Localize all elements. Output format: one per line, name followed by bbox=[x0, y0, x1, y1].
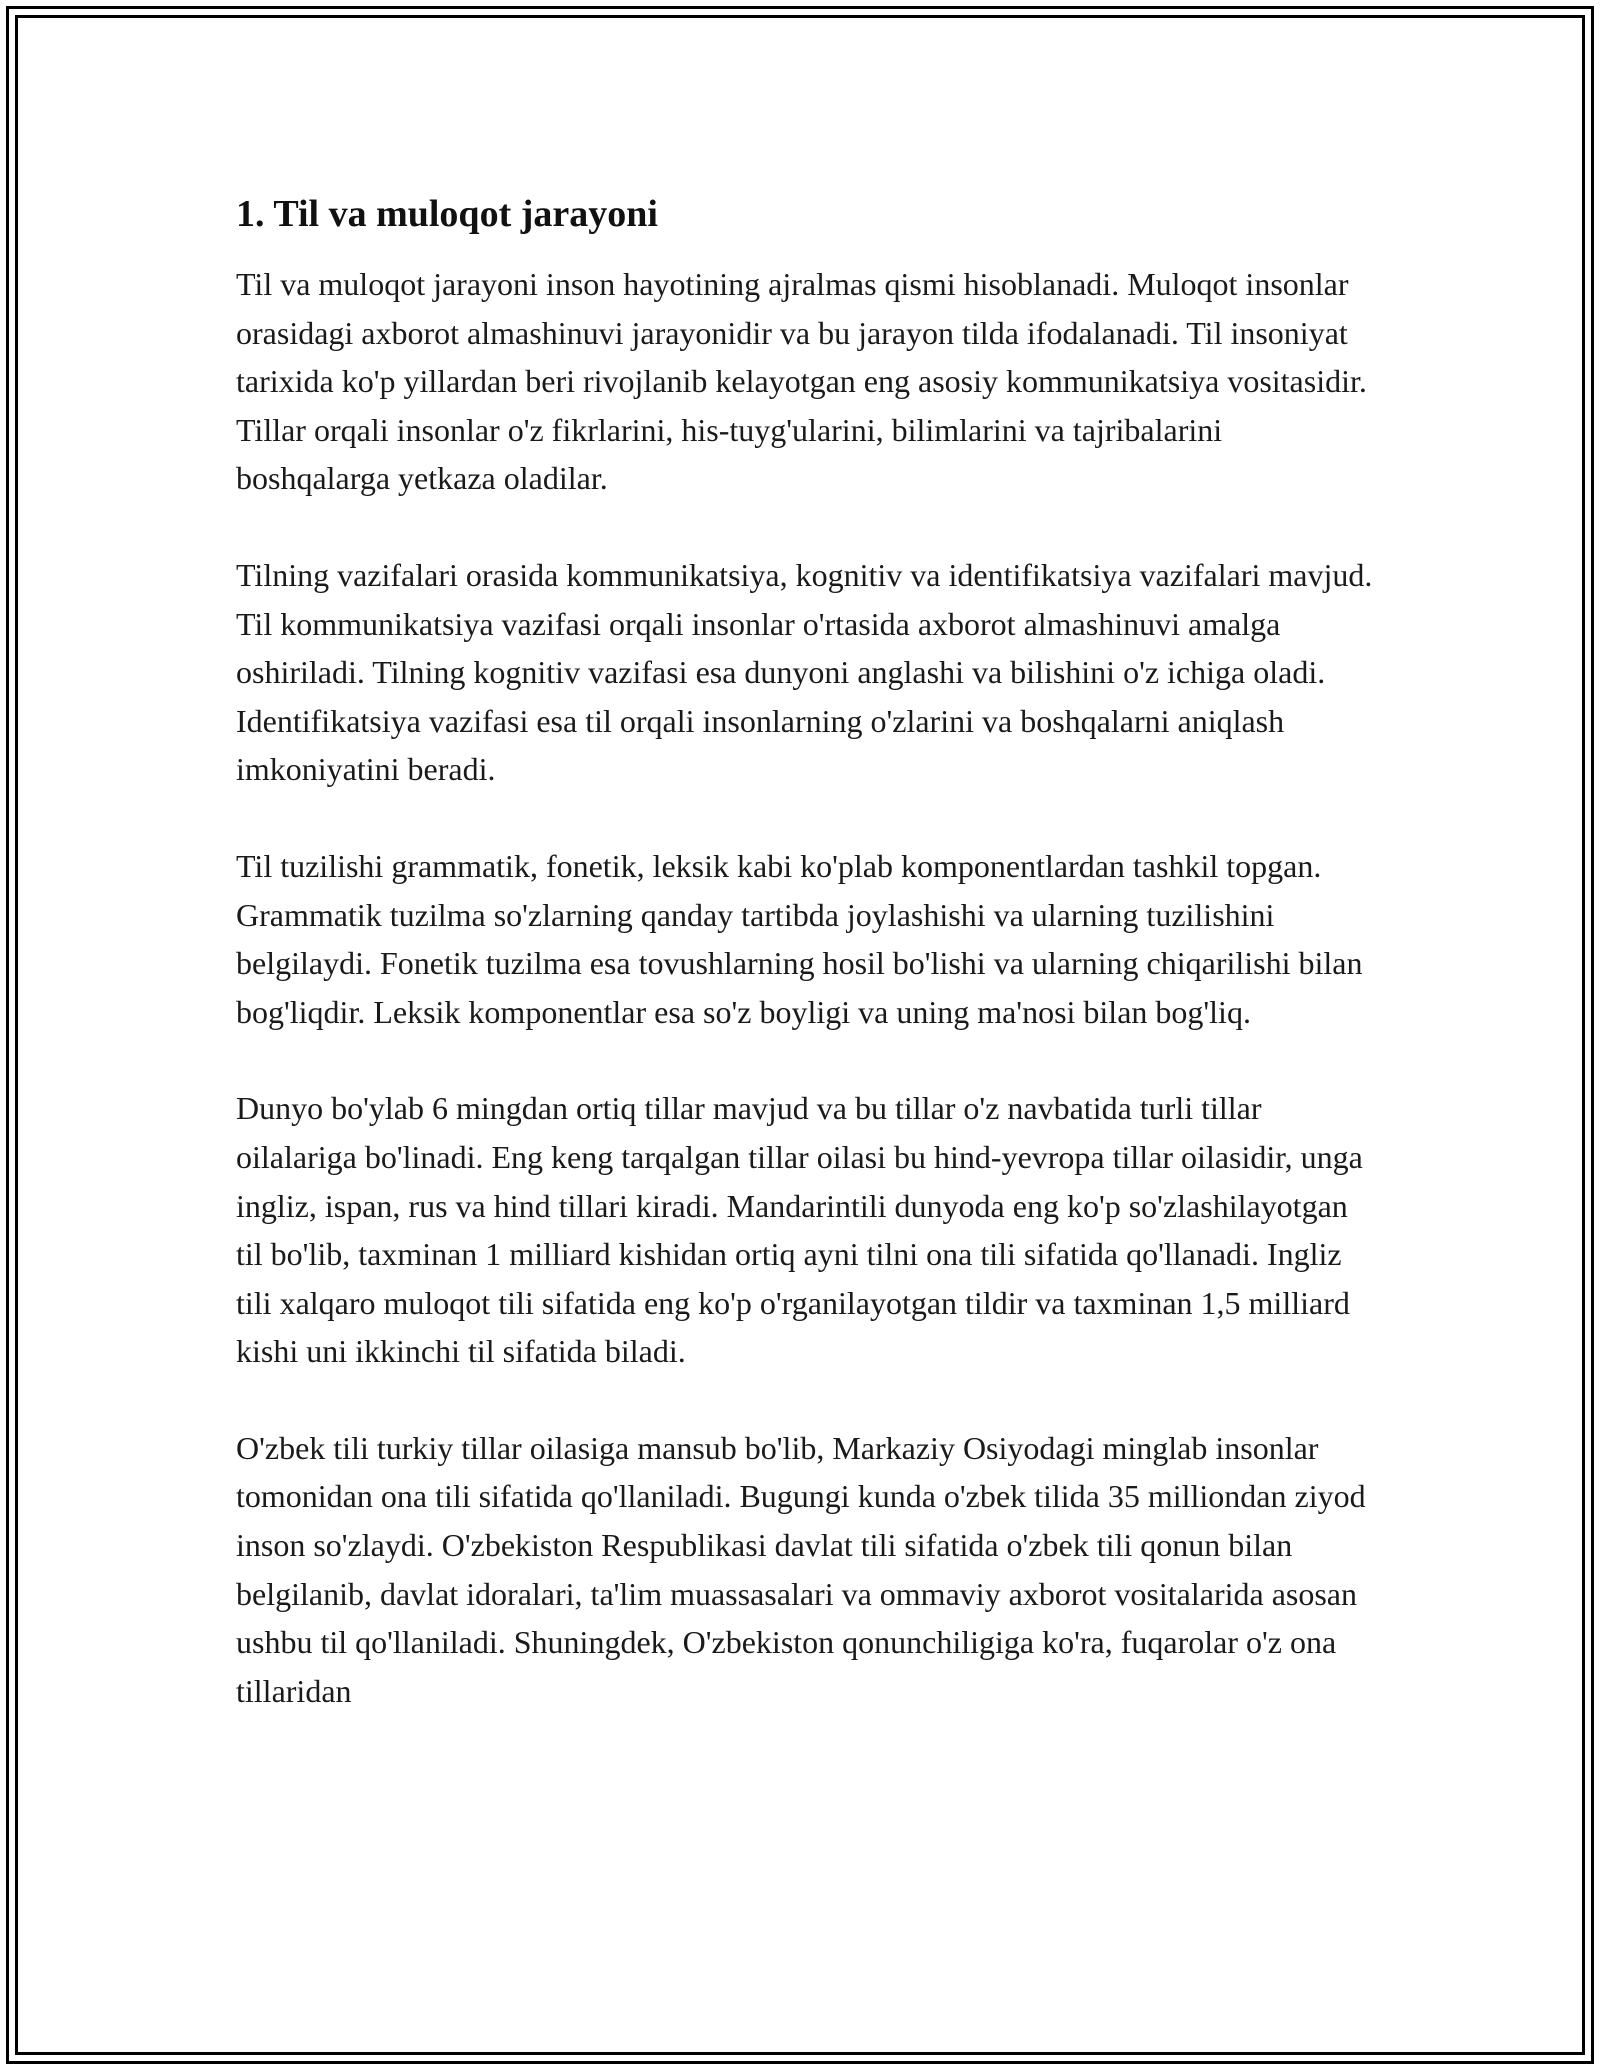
document-body bbox=[236, 188, 1376, 1763]
paragraph-2: Tilning vazifalari orasida kommunikatsiya, kognitiv va identifikatsiya vazifalari mavjud. Til kommunikatsiya vazifasi orqali insonlar o'rtasida axborot almashinuvi amalga oshiriladi. Tilning kognitiv vazifasi esa dunyoni anglashi va bilishini o'z ichiga oladi. Identifikatsiya vazifasi esa til orqali insonlarning o'zlarini va boshqalarni aniqlash imkoniyatini beradi. bbox=[236, 556, 1373, 788]
paragraph-3: Til tuzilishi grammatik, fonetik, leksik kabi ko'plab komponentlardan tashkil topgan. Grammatik tuzilma so'zlarning qanday tartibda joylashishi va ularning tuzilishini belgilaydi. Fonetik tuzilma esa tovushlarning hosil bo'lishi va ularning chiqarilishi bilan bog'liqdir. Leksik komponentlar esa so'z boyligi va uning ma'nosi bilan bog'liq. bbox=[236, 847, 1363, 1030]
paragraph-4: Dunyo bo'ylab 6 mingdan ortiq tillar mavjud va bu tillar o'z navbatida turli tillar oilalariga bo'linadi. Eng keng tarqalgan tillar oilasi bu hind-yevropa tillar oilasidir, unga ingliz, ispan, rus va hind tillari kiradi. Mandarintili dunyoda eng ko'p so'zlashilayotgan til bo'lib, taxminan 1 milliard kishidan ortiq ayni tilni ona tili sifatida qo'llanadi. Ingliz tili xalqaro muloqot tili sifatida eng ko'p o'rganilayotgan tildir va taxminan 1,5 milliard kishi uni ikkinchi til sifatida biladi. bbox=[236, 1090, 1363, 1370]
paragraph-5: O'zbek tili turkiy tillar oilasiga mansub bo'lib, Markaziy Osiyodagi minglab insonlar tomonidan ona tili sifatida qo'llaniladi. Bugungi kunda o'zbek tilida 35 milliondan ziyod inson so'zlaydi. O'zbekiston Respublikasi davlat tili sifatida o'zbek tili qonun bilan belgilanib, davlat idoralari, ta'lim muassasalari va ommaviy axborot vositalarida asosan ushbu til qo'llaniladi. Shuningdek, O'zbekiston qonunchiligiga ko'ra, fuqarolar o'z ona tillaridan bbox=[236, 1429, 1366, 1709]
section-heading: 1. Til va muloqot jarayoni bbox=[236, 193, 658, 235]
paragraph-1: Til va muloqot jarayoni inson hayotining ajralmas qismi hisoblanadi. Muloqot insonlar orasidagi axborot almashinuvi jarayonidir va bu jarayon tilda ifodalanadi. Til insoniyat tarixida ko'p yillardan beri rivojlanib kelayotgan eng asosiy kommunikatsiya vositasidir. Tillar orqali insonlar o'z fikrlarini, his-tuyg'ularini, bilimlarini va tajribalarini boshqalarga yetkaza oladilar. bbox=[236, 266, 1367, 497]
